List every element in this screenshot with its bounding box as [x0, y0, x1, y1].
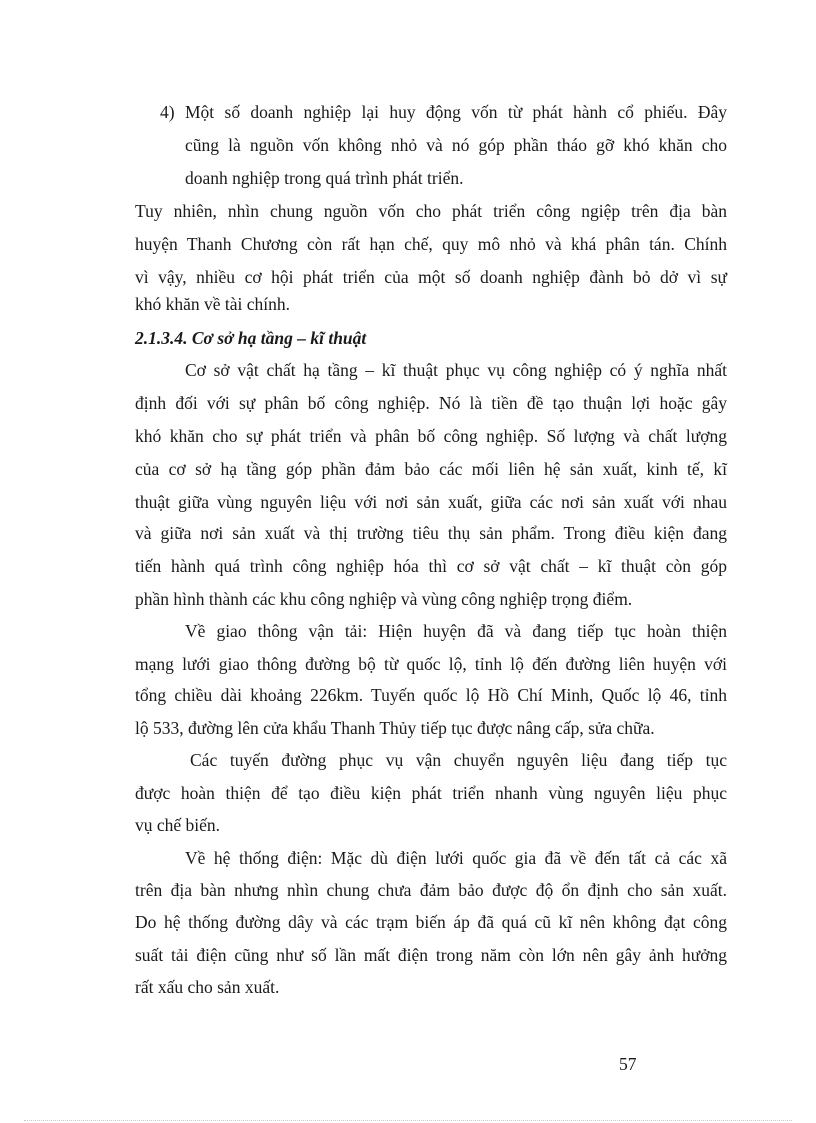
section-heading: 2.1.3.4. Cơ sở hạ tầng – kĩ thuật — [135, 328, 367, 348]
paragraph-line: rất xấu cho sản xuất. — [135, 977, 280, 997]
paragraph-line: vụ chế biến. — [135, 815, 221, 835]
paragraph-line: Về hệ thống điện: Mặc dù điện lưới quốc gia đã về đến tất cả các xã — [185, 848, 727, 868]
paragraph-line: tiến hành quá trình công nghiệp hóa thì cơ sở vật chất – kĩ thuật còn góp — [135, 556, 727, 576]
list-item-number: 4) — [160, 102, 175, 122]
paragraph-line: mạng lưới giao thông đường bộ từ quốc lộ, tỉnh lộ đến đường liên huyện với — [135, 654, 727, 674]
paragraph-line: khó khăn về tài chính. — [135, 294, 291, 314]
paragraph-line: của cơ sở hạ tầng góp phần đảm bảo các mối liên hệ sản xuất, kinh tế, kĩ — [135, 459, 727, 479]
list-item-line: cũng là nguồn vốn không nhỏ và nó góp phần tháo gỡ khó khăn cho — [185, 135, 727, 155]
list-item-line: doanh nghiệp trong quá trình phát triển. — [185, 168, 464, 188]
paragraph-line: được hoàn thiện để tạo điều kiện phát triển nhanh vùng nguyên liệu phục — [135, 783, 727, 803]
paragraph-line: Cơ sở vật chất hạ tầng – kĩ thuật phục vụ công nghiệp có ý nghĩa nhất — [185, 360, 727, 380]
paragraph-line: lộ 533, đường lên cửa khẩu Thanh Thủy tiếp tục được nâng cấp, sửa chữa. — [135, 718, 655, 738]
list-item-line: Một số doanh nghiệp lại huy động vốn từ phát hành cổ phiếu. Đây — [185, 102, 727, 122]
paragraph-line: Về giao thông vận tải: Hiện huyện đã và đang tiếp tục hoàn thiện — [185, 621, 727, 641]
paragraph-line: khó khăn cho sự phát triển và phân bố công nghiệp. Số lượng và chất lượng — [135, 426, 727, 446]
paragraph-line: suất tải điện cũng như số lần mất điện trong năm còn lớn nên gây ảnh hưởng — [135, 945, 727, 965]
paragraph-line: định đối với sự phân bố công nghiệp. Nó là tiền đề tạo thuận lợi hoặc gây — [135, 393, 727, 413]
paragraph-line: Các tuyến đường phục vụ vận chuyển nguyên liệu đang tiếp tục — [190, 750, 727, 770]
paragraph-line: tổng chiều dài khoảng 226km. Tuyến quốc lộ Hồ Chí Minh, Quốc lộ 46, tỉnh — [135, 685, 727, 705]
paragraph-line: và giữa nơi sản xuất và thị trường tiêu thụ sản phẩm. Trong điều kiện đang — [135, 523, 727, 543]
paragraph-line: phần hình thành các khu công nghiệp và vùng công nghiệp trọng điểm. — [135, 589, 633, 609]
footer-divider — [24, 1120, 792, 1121]
paragraph-line: trên địa bàn nhưng nhìn chung chưa đảm bảo được độ ổn định cho sản xuất. — [135, 880, 727, 900]
page-number: 57 — [619, 1054, 637, 1074]
paragraph-line: huyện Thanh Chương còn rất hạn chế, quy mô nhỏ và khá phân tán. Chính — [135, 234, 727, 254]
paragraph-line: thuật giữa vùng nguyên liệu với nơi sản xuất, giữa các nơi sản xuất với nhau — [135, 492, 727, 512]
paragraph-line: vì vậy, nhiều cơ hội phát triển của một số doanh nghiệp đành bỏ dở vì sự — [135, 267, 727, 287]
paragraph-line: Tuy nhiên, nhìn chung nguồn vốn cho phát triển công ngiệp trên địa bàn — [135, 201, 727, 221]
paragraph-line: Do hệ thống đường dây và các trạm biến áp đã quá cũ kĩ nên không đạt công — [135, 912, 727, 932]
